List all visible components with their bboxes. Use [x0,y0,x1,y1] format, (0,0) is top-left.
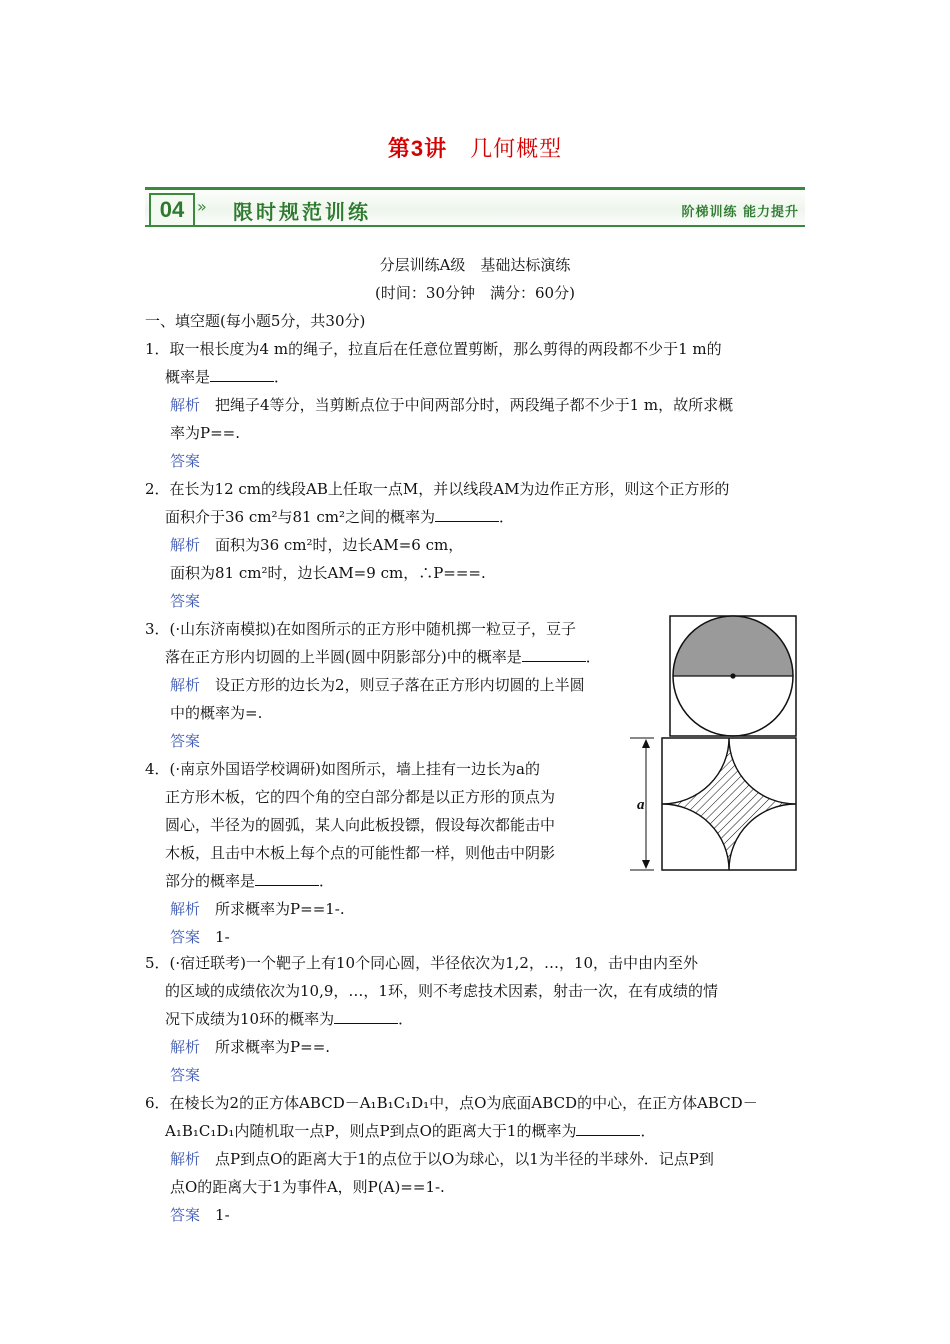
jiexi-label: 解析 [170,536,201,554]
banner-tagline: 阶梯训练 能力提升 [681,205,799,220]
lecture-number: 第3讲 [387,136,448,161]
q2-text-line2: 面积介于36 cm²与81 cm²之间的概率为 ． [165,508,515,526]
banner-label: 限时规范训练 [233,200,371,224]
q4-figure-board [628,736,800,874]
q1-text-line1: 1．取一根长度为4 m的绳子，拉直后在任意位置剪断，那么剪得的两段都不少于1 m的 [145,340,722,358]
answer-blank [435,507,499,522]
answer-blank [255,871,319,886]
q1-answer-label: 答案 [170,452,201,470]
daan-label: 答案 [170,1206,201,1224]
q6-text-line2: A₁B₁C₁D₁内随机取一点P，则点P到点O的距离大于1的概率为 ． [165,1122,656,1140]
q6-answer: 答案 1- [170,1206,230,1224]
q3-figure-square-circle [668,614,800,738]
jiexi-label: 解析 [170,1150,201,1168]
q3-solution-line1: 解析 设正方形的边长为2，则豆子落在正方形内切圆的上半圆 [170,676,585,694]
jiexi-label: 解析 [170,1038,201,1056]
q2-answer-label: 答案 [170,592,201,610]
double-arrow-icon: » [197,197,207,216]
q4-answer: 答案 1- [170,928,230,946]
q5-solution-line1: 解析 所求概率为P==. [170,1038,331,1056]
answer-blank [210,367,274,382]
answer-blank [334,1009,398,1024]
answer-blank [576,1121,640,1136]
q4-solution-line1: 解析 所求概率为P==1-. [170,900,345,918]
q4-side-label: a [637,797,645,813]
q6-text-line1: 6．在棱长为2的正方体ABCD－A₁B₁C₁D₁中，点O为底面ABCD的中心，在正方体ABCD－ [145,1094,758,1112]
lecture-title: 几何概型 [470,137,563,162]
section-banner [145,187,805,229]
jiexi-label: 解析 [170,676,201,694]
subhead-time: (时间：30分钟 满分：60分) [375,284,575,302]
q5-text-line1: 5．(·宿迁联考)一个靶子上有10个同心圆，半径依次为1,2，…，10，击中由内至外 [145,954,699,972]
q5-text-line2: 的区域的成绩依次为10,9，…，1环，则不考虑技术因素，射击一次，在有成绩的情 [165,982,718,1000]
q3-text-line2: 落在正方形内切圆的上半圆(圆中阴影部分)中的概率是 ． [165,648,601,666]
jiexi-label: 解析 [170,900,201,918]
banner-number: 04 [159,197,185,222]
page-title [0,132,950,163]
subhead-level: 分层训练A级 基础达标演练 [379,256,571,274]
q2-text-line1: 2．在长为12 cm的线段AB上任取一点M，并以线段AM为边作正方形，则这个正方形的 [145,480,730,498]
q5-answer-label: 答案 [170,1066,201,1084]
q5-text-line3: 况下成绩为10环的概率为 ． [165,1010,414,1028]
q4-text-line4: 木板，且击中木板上每个点的可能性都一样，则他击中阴影 [165,844,556,862]
section-heading: 一、填空题(每小题5分，共30分) [145,312,366,330]
q1-text-line2: 概率是 ． [165,368,290,386]
q6-solution-line1: 解析 点P到点O的距离大于1的点位于以O为球心，以1为半径的半球外．记点P到 [170,1150,714,1168]
q1-solution-line1: 解析 把绳子4等分，当剪断点位于中间两部分时，两段绳子都不少于1 m，故所求概 [170,396,734,414]
q2-solution-line2: 面积为81 cm²时，边长AM=9 cm，∴P===. [170,564,486,582]
q1-solution-line2: 率为P==. [170,424,240,442]
q4-text-line2: 正方形木板，它的四个角的空白部分都是以正方形的顶点为 [165,788,556,806]
q2-solution-line1: 解析 面积为36 cm²时，边长AM=6 cm， [170,536,464,554]
q4-text-line3: 圆心，半径为的圆弧，某人向此板投镖，假设每次都能击中 [165,816,556,834]
banner-number-box [149,193,195,227]
daan-label: 答案 [170,928,201,946]
q3-text-line1: 3．(·山东济南模拟)在如图所示的正方形中随机掷一粒豆子，豆子 [145,620,577,638]
q6-solution-line2: 点O的距离大于1为事件A，则P(A)==1-. [170,1178,445,1196]
q4-text-line5: 部分的概率是 ． [165,872,335,890]
q4-text-line1: 4．(·南京外国语学校调研)如图所示，墙上挂有一边长为a的 [145,760,540,778]
answer-blank [522,647,586,662]
q3-answer-label: 答案 [170,732,201,750]
q3-solution-line2: 中的概率为=. [170,704,263,722]
jiexi-label: 解析 [170,396,201,414]
